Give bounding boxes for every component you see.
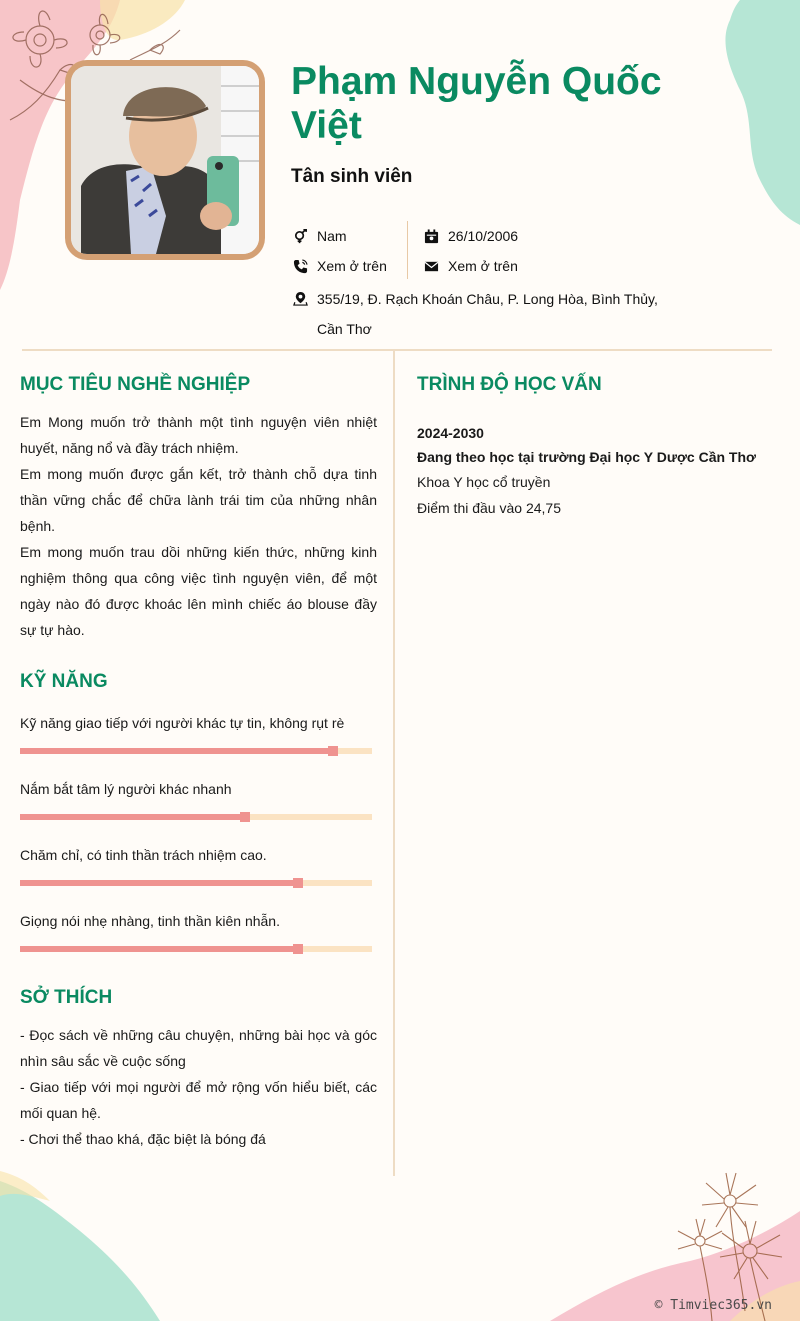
skill-bar-4 [20,946,372,952]
hobbies-title: SỞ THÍCH [20,987,113,1008]
skill-fill-2 [20,814,245,820]
mail-icon [422,257,440,275]
skill-fill-1 [20,748,333,754]
skill-bar-1 [20,748,372,754]
skill-knob-1 [328,746,338,756]
email-value: Xem ở trên [448,258,518,274]
objective-paragraph-1: Em Mong muốn trở thành một tình nguyện viên nhiệt huyết, năng nổ và đầy trách nhiệm. [20,414,377,456]
skill-knob-4 [293,944,303,954]
info-divider [407,221,408,279]
skill-knob-3 [293,878,303,888]
skills-title: KỸ NĂNG [20,671,108,692]
objective-paragraph-2: Em mong muốn được gắn kết, trở thành chỗ dựa tinh thần vững chắc để chữa lành trái tim của những nhân bệnh. [20,466,377,534]
objective-title: MỤC TIÊU NGHỀ NGHIỆP [20,374,251,395]
skill-bar-3 [20,880,372,886]
hobby-item-3: - Chơi thể thao khá, đặc biệt là bóng đá [20,1131,266,1147]
info-phone [291,257,387,275]
candidate-name: Phạm Nguyễn Quốc Việt [291,60,662,147]
skill-knob-2 [240,812,250,822]
profile-photo [71,66,259,254]
skill-bar-2 [20,814,372,820]
objective-paragraph-3: Em mong muốn trau dồi những kiến thức, những kinh nghiệm thông qua công việc tình nguyện viên, để một ngày nào đó được khoác lên mình chiếc áo blouse đầy sự tự hào. [20,544,377,638]
education-major: Khoa Y học cổ truyền [417,474,551,490]
education-score: Điểm thi đầu vào 24,75 [417,500,561,516]
phone-value: Xem ở trên [317,258,387,274]
watercolor-decoration-bottom-left [0,1171,200,1321]
column-divider [393,351,395,1176]
gender-icon [291,227,309,245]
education-period: 2024-2030 [417,425,484,441]
hobby-item-1: - Đọc sách về những câu chuyện, những bài học và góc nhìn sâu sắc về cuộc sống [20,1027,377,1069]
gender-value: Nam [317,228,347,244]
header-divider [22,349,772,351]
location-icon [291,289,309,307]
footer-brand[interactable]: © Timviec365.vn [654,1298,772,1313]
watercolor-decoration-top-right [710,0,800,230]
skill-label-2: Nắm bắt tâm lý người khác nhanh [20,781,232,797]
skill-label-1: Kỹ năng giao tiếp với người khác tự tin, không rụt rè [20,715,345,731]
skill-fill-4 [20,946,298,952]
profile-photo-frame [65,60,265,260]
candidate-title: Tân sinh viên [291,166,413,187]
education-title: TRÌNH ĐỘ HỌC VẤN [417,374,602,395]
calendar-icon [422,227,440,245]
info-address [291,284,661,344]
info-birthday [422,227,518,245]
hobby-item-2: - Giao tiếp với mọi người để mở rộng vốn hiểu biết, các mối quan hệ. [20,1079,377,1121]
info-gender [291,227,347,245]
skill-label-3: Chăm chỉ, có tinh thần trách nhiệm cao. [20,847,267,863]
skill-fill-3 [20,880,298,886]
info-email [422,257,518,275]
birthday-value: 26/10/2006 [448,228,519,244]
skill-label-4: Giọng nói nhẹ nhàng, tinh thần kiên nhẫn. [20,913,280,929]
address-value: 355/19, Đ. Rạch Khoán Châu, P. Long Hòa, Bình Thủy, Cần Thơ [317,291,658,337]
phone-icon [291,257,309,275]
education-school: Đang theo học tại trường Đại học Y Dược Cần Thơ [417,449,756,465]
